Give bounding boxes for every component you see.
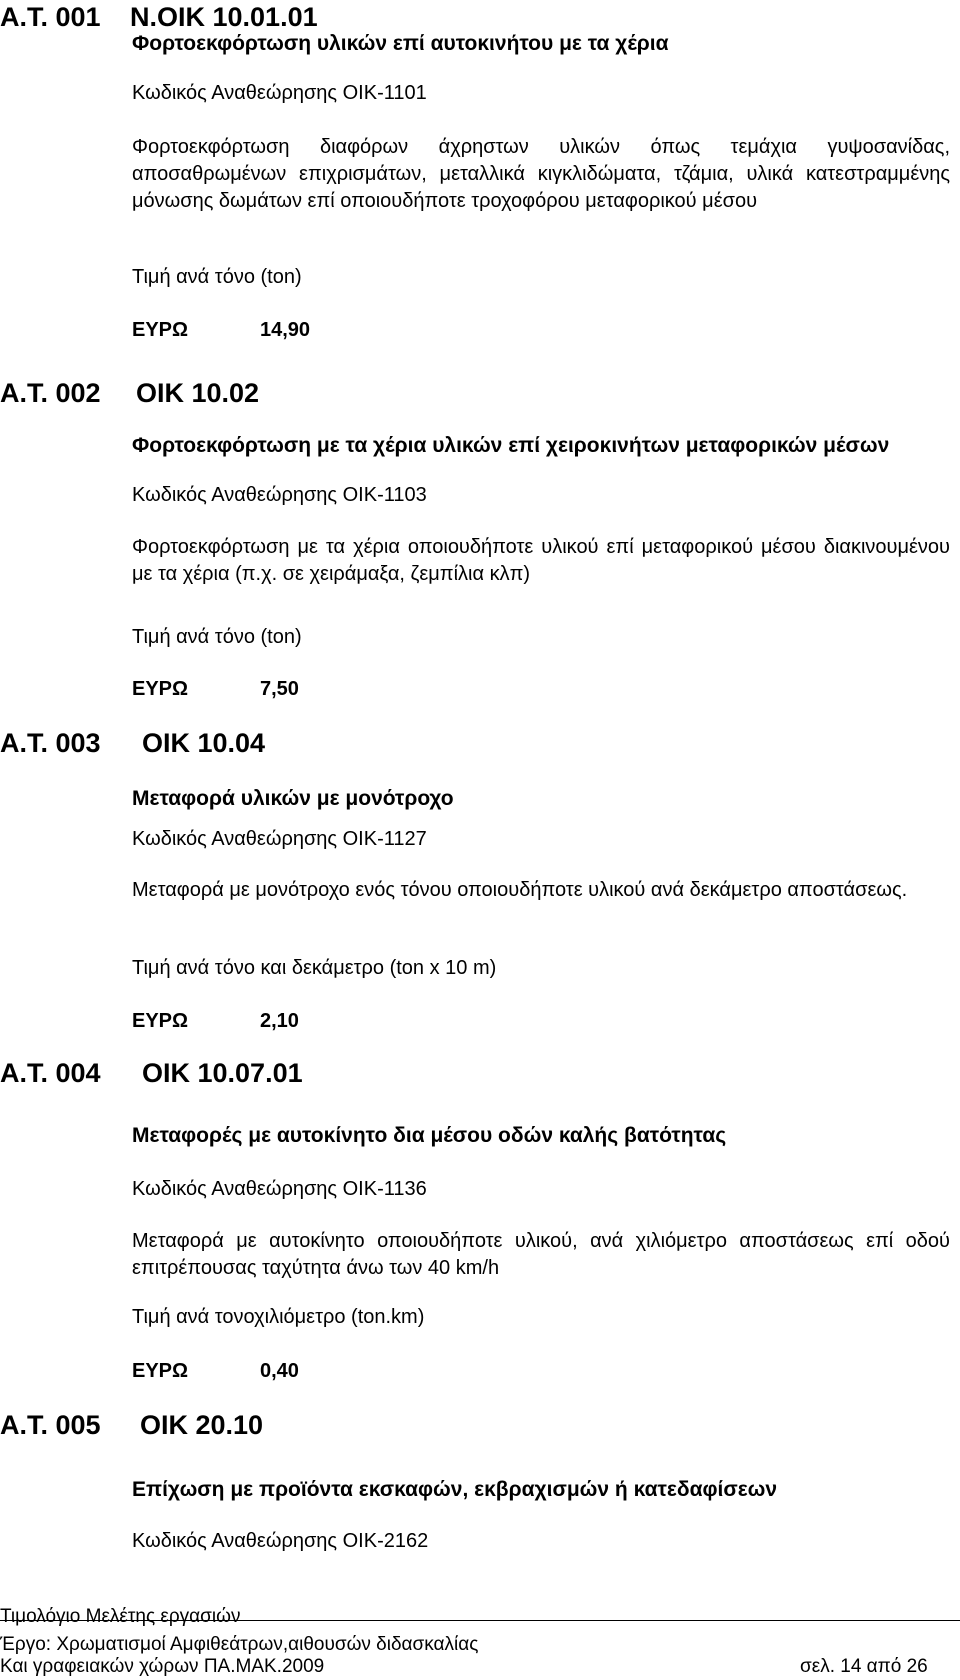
item-price-label: Τιμή ανά τόνο (ton) (132, 266, 302, 288)
item-code: ΟΙΚ 20.10 (140, 1410, 264, 1440)
footer-document-title: Τιμολόγιο Μελέτης εργασιών (0, 1606, 241, 1627)
item-at-number: Α.Τ. 002 (0, 378, 101, 408)
item-code: ΟΙΚ 10.02 (136, 378, 260, 408)
item-price: 7,50 (260, 678, 299, 700)
item-currency: ΕΥΡΩ (132, 1360, 189, 1382)
footer-project: Έργο: Χρωματισμοί Αμφιθεάτρων,αιθουσών διδασκαλίας (0, 1634, 479, 1655)
item-price: 0,40 (260, 1360, 299, 1382)
item-price: 2,10 (260, 1010, 299, 1032)
item-title: Φορτοεκφόρτωση υλικών επί αυτοκινήτου με τα χέρια (132, 32, 669, 55)
footer-project-location: Και γραφειακών χώρων ΠΑ.ΜΑΚ.2009 (0, 1656, 325, 1677)
item-at-number: Α.Τ. 001 (0, 2, 101, 32)
item-revision-code: Κωδικός Αναθεώρησης ΟΙΚ-1136 (132, 1178, 427, 1200)
item-description: Μεταφορά με μονότροχο ενός τόνου οποιουδήποτε υλικού ανά δεκάμετρο αποστάσεως. (132, 879, 908, 901)
item-description: Φορτοεκφόρτωση διαφόρων άχρηστων υλικών όπως τεμάχια γυψοσανίδας, αποσαθρωμένων επιχρισμάτων, μεταλλικά κιγκλιδώματα, τζάμια, υλικά κατεστραμμένης μόνωσης δωμάτων επί οποιουδήποτε τροχοφόρου μεταφορικού μέσου (132, 136, 950, 212)
item-price-label: Τιμή ανά τόνο (ton) (132, 626, 302, 648)
item-title: Μεταφορά υλικών με μονότροχο (132, 787, 454, 810)
item-revision-code: Κωδικός Αναθεώρησης ΟΙΚ-1101 (132, 82, 427, 104)
item-title: Επίχωση με προϊόντα εκσκαφών, εκβραχισμών ή κατεδαφίσεων (132, 1478, 778, 1501)
item-description: Μεταφορά με αυτοκίνητο οποιουδήποτε υλικού, ανά χιλιόμετρο αποστάσεως επί οδού επιτρέπουσας ταχύτητα άνω των 40 km/h (132, 1230, 950, 1279)
item-code: ΟΙΚ 10.07.01 (142, 1058, 303, 1088)
item-code: ΟΙΚ 10.04 (142, 728, 266, 758)
item-currency: ΕΥΡΩ (132, 319, 189, 341)
item-at-number: Α.Τ. 005 (0, 1410, 101, 1440)
item-description: Φορτοεκφόρτωση με τα χέρια οποιουδήποτε υλικού επί μεταφορικού μέσου διακινουμένου με τα χέρια (π.χ. σε χειράμαξα, ζεμπίλια κλπ) (132, 536, 950, 585)
item-revision-code: Κωδικός Αναθεώρησης ΟΙΚ-2162 (132, 1530, 429, 1552)
footer-page-number: σελ. 14 από 26 (800, 1656, 928, 1677)
item-title: Φορτοεκφόρτωση με τα χέρια υλικών επί χειροκινήτων μεταφορικών μέσων (132, 434, 890, 457)
item-currency: ΕΥΡΩ (132, 678, 189, 700)
item-code: Ν.ΟΙΚ 10.01.01 (130, 2, 318, 32)
item-revision-code: Κωδικός Αναθεώρησης ΟΙΚ-1127 (132, 828, 427, 850)
item-revision-code: Κωδικός Αναθεώρησης ΟΙΚ-1103 (132, 484, 427, 506)
item-at-number: Α.Τ. 004 (0, 1058, 101, 1088)
item-price-label: Τιμή ανά τόνο και δεκάμετρο (ton x 10 m) (132, 957, 497, 979)
item-price-label: Τιμή ανά τονοχιλιόμετρο (ton.km) (132, 1306, 425, 1328)
item-price: 14,90 (260, 319, 311, 341)
item-at-number: Α.Τ. 003 (0, 728, 101, 758)
item-title: Μεταφορές με αυτοκίνητο δια μέσου οδών καλής βατότητας (132, 1124, 727, 1147)
item-currency: ΕΥΡΩ (132, 1010, 189, 1032)
